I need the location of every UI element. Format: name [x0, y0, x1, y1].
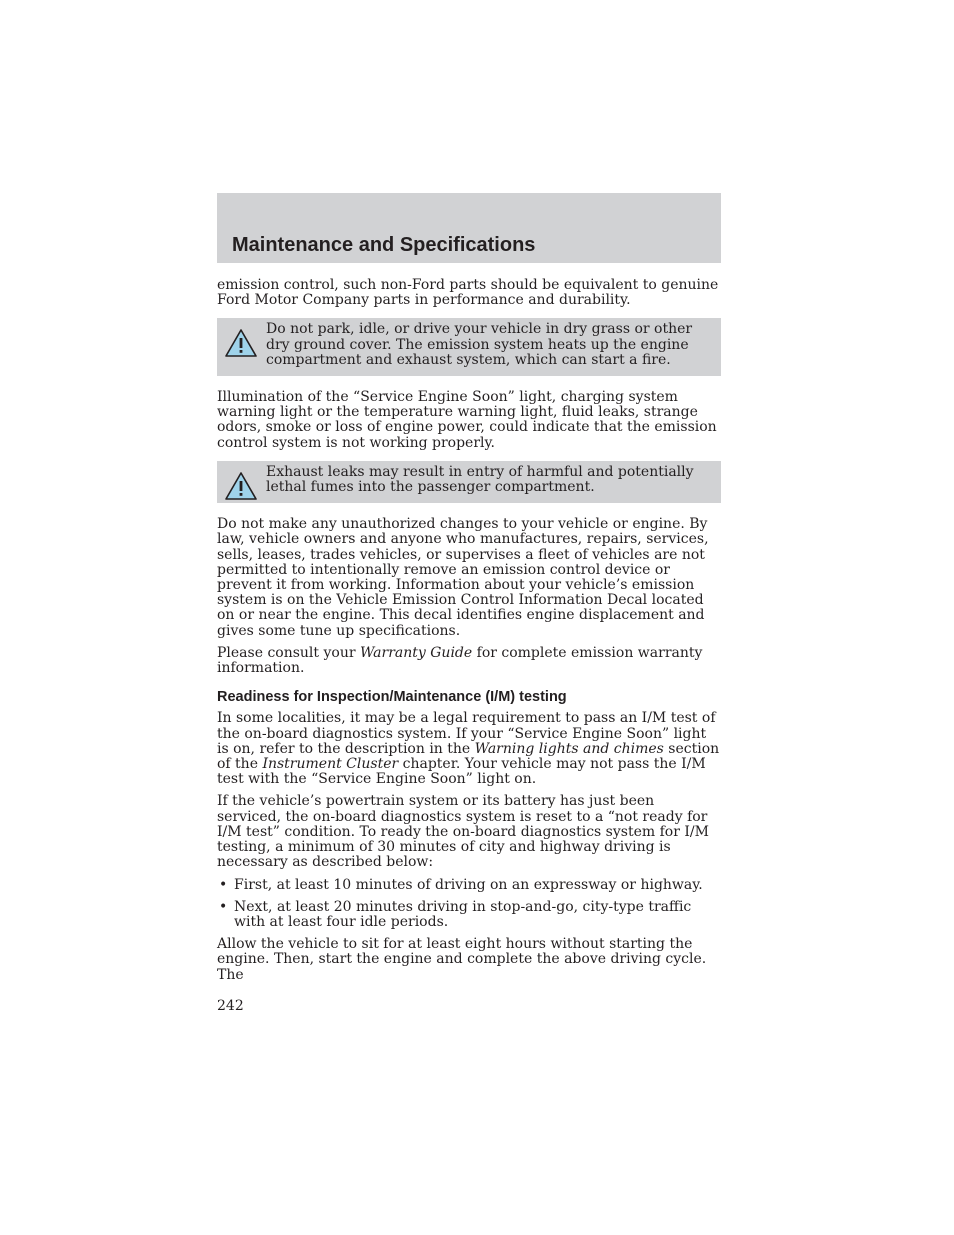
warning-lights-reference: Warning lights and chimes [474, 740, 664, 757]
section-heading: Readiness for Inspection/Maintenance (I/M) testing [217, 689, 567, 706]
bullet: • [219, 876, 228, 893]
list-item [217, 900, 721, 930]
paragraph-unauthorized-changes: Do not make any unauthorized changes to your vehicle or engine. By law, vehicle owners and anyone who manufactures, repairs, services, sells, leases, trades vehicles, or supervises a fleet of vehicles are not permitted to intentionally remove an emission control device or prevent it from working. Information about your vehicle’s emission system is on the Vehicle Emission Control Information Decal located on or near the engine. This decal identifies engine displacement and gives some tune up specifications. [217, 516, 709, 639]
page-content [217, 278, 721, 1014]
text-run: Please consult your [217, 644, 360, 661]
warning-box-fire [217, 318, 721, 376]
warning-box-exhaust [217, 461, 721, 503]
text-run: for complete emission warranty information. [217, 644, 703, 677]
section-header-band [217, 193, 721, 263]
warning-triangle-icon [224, 471, 258, 501]
bullet: • [219, 898, 228, 915]
paragraph-reset: If the vehicle’s powertrain system or its battery has just been serviced, the on-board diagnostics system is reset to a “not ready for I/M test” condition. To ready the on-board diagnostics system for I/M testing, a minimum of 30 minutes of city and highway driving is necessary as described below: [217, 793, 709, 871]
list-item-text: First, at least 10 minutes of driving on an expressway or highway. [234, 876, 703, 893]
list-item-text: Next, at least 20 minutes driving in stop-and-go, city-type traffic with at least four idle periods. [234, 898, 692, 930]
list-item [217, 878, 721, 893]
page-title: Maintenance and Specifications [232, 234, 536, 256]
driving-cycle-list [217, 878, 721, 931]
warning-triangle-icon [224, 328, 258, 358]
page-number: 242 [217, 997, 244, 1014]
warning-text-fire: Do not park, idle, or drive your vehicle in dry grass or other dry ground cover. The emission system heats up the engine compartment and exhaust system, which can start a fire. [266, 321, 693, 368]
instrument-cluster-reference: Instrument Cluster [262, 756, 399, 773]
paragraph-illumination: Illumination of the “Service Engine Soon” light, charging system warning light or the temperature warning light, fluid leaks, strange odors, smoke or loss of engine power, could indicate that the emission control system is not working properly. [217, 389, 717, 451]
text-run: section of the [217, 740, 720, 773]
text-run: In some localities, it may be a legal requirement to pass an I/M test of the on-board diagnostics system. If your “Service Engine Soon” light is on, refer to the description in the [217, 710, 716, 757]
warning-text-exhaust: Exhaust leaks may result in entry of harmful and potentially lethal fumes into the passenger compartment. [266, 463, 694, 496]
text-run: chapter. Your vehicle may not pass the I/M test with the “Service Engine Soon” light on. [217, 756, 706, 788]
paragraph-warranty [217, 646, 721, 676]
warranty-guide-reference: Warranty Guide [360, 644, 473, 661]
paragraph-allow-sit: Allow the vehicle to sit for at least eight hours without starting the engine. Then, start the engine and complete the above driving cycle. The [217, 936, 707, 983]
paragraph-im-test [217, 711, 721, 787]
paragraph-emission-parts: emission control, such non-Ford parts should be equivalent to genuine Ford Motor Company parts in performance and durability. [217, 277, 719, 309]
